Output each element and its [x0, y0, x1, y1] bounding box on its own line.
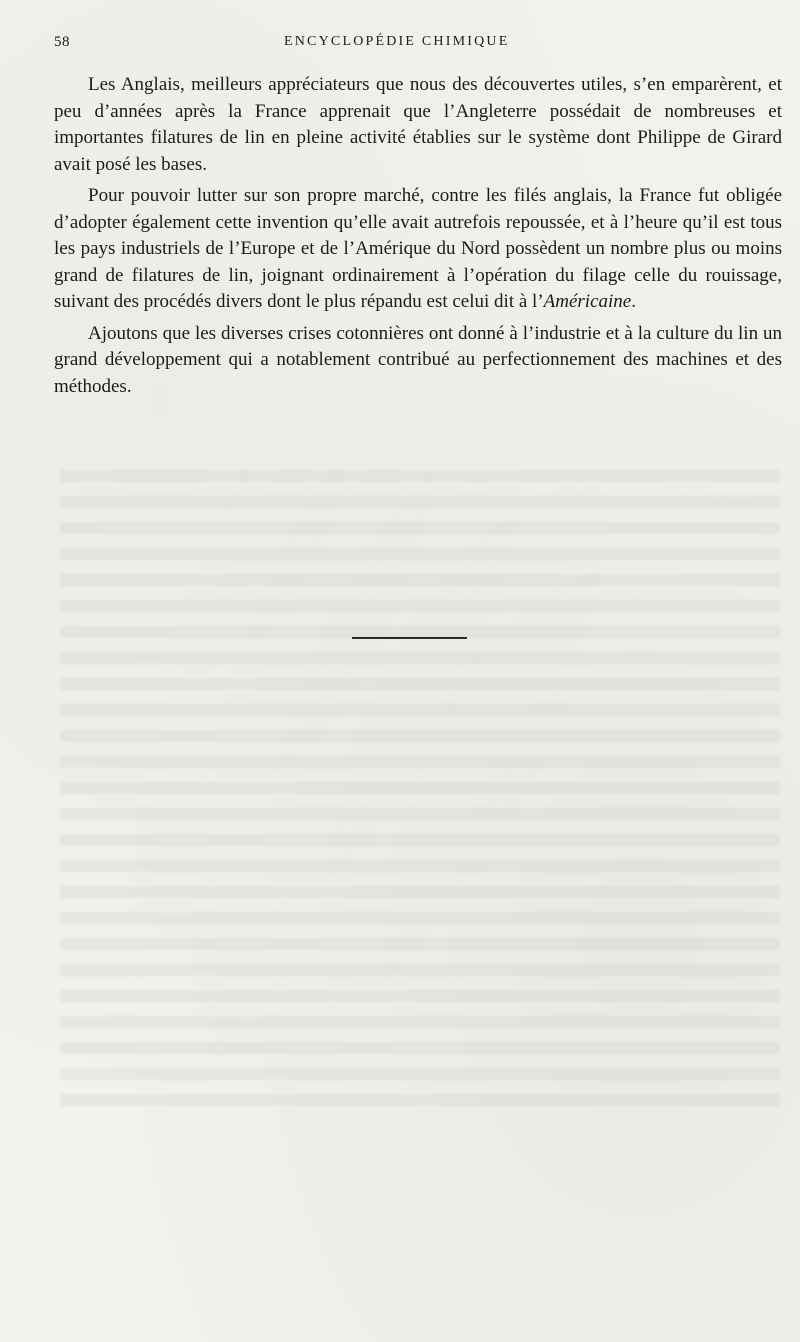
reverse-side-bleed-through	[60, 470, 780, 1110]
paragraph-2-end: .	[631, 291, 636, 312]
page-number: 58	[54, 34, 70, 50]
running-title: ENCYCLOPÉDIE CHIMIQUE	[284, 34, 510, 49]
paragraph-3: Ajoutons que les diverses crises cotonnières ont donné à l’industrie et à la culture du lin un grand développement qui a notablement contribué au perfectionnement des machines et des méthodes.	[54, 322, 782, 397]
section-end-rule	[352, 637, 467, 639]
paragraph-2-emphasis: Américaine	[543, 291, 632, 312]
paragraph-1: Les Anglais, meilleurs appréciateurs que nous des découvertes utiles, s’en emparèrent, et peu d’années après la France apprenait que l’Angleterre possédait de nombreuses et importantes filatures de lin en pleine activité établies sur le système dont Philippe de Girard avait posé les bases.	[54, 74, 782, 175]
paragraph-2	[54, 183, 782, 316]
body-text	[54, 72, 782, 405]
page-header	[54, 34, 760, 58]
paragraph-2-text: Pour pouvoir lutter sur son propre marché, contre les filés anglais, la France fut obligée d’adopter également cette invention qu’elle avait autrefois repoussée, et à l’heure qu’il est tous les pays industriels de l’Europe et de l’Amérique du Nord possèdent un nombre plus ou moins grand de filatures de lin, joignant ordinairement à l’opération du filage celle du rouissage, suivant des procédés divers dont le plus répandu est celui dit à l’	[54, 185, 782, 312]
